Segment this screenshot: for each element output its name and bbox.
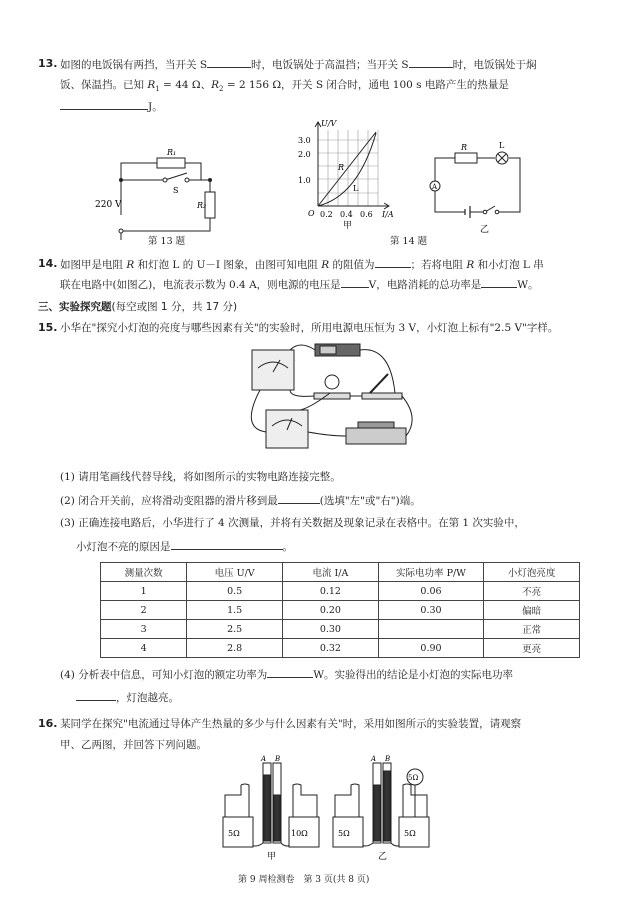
q15-blank-reason[interactable] [171, 539, 283, 550]
q16-yi-right-resistor: 5Ω [404, 829, 416, 838]
q14-graph-l-label: L [353, 184, 359, 193]
table-cell: 1.5 [187, 601, 283, 620]
q15-sub2-b: (选填"左"或"右")端。 [319, 495, 421, 507]
table-header: 小灯泡亮度 [484, 563, 580, 582]
table-cell: 更亮 [484, 639, 580, 658]
q15-data-table [100, 562, 580, 658]
q16-number: 16. [38, 717, 58, 730]
table-header: 实际电功率 P/W [378, 563, 483, 582]
q13-line2 [60, 78, 509, 96]
q16-line1: 某同学在探究"电流通过导体产生热量的多少与什么因素有关"时，采用如图所示的实验装置，请观察 [60, 718, 522, 730]
q15-sub3-line2 [76, 539, 293, 554]
table-cell: 0.12 [283, 582, 379, 601]
q16-label-a: A [261, 755, 267, 763]
q14-blank-2[interactable] [341, 277, 369, 288]
q13-text-b: 时，电饭锅处于高温挡；当开关 S [251, 59, 409, 71]
q14-xtick: 0.2 [320, 210, 333, 219]
table-cell: 不亮 [484, 582, 580, 601]
q13-fig-r2: R₂ [197, 201, 207, 210]
table-cell: 4 [101, 639, 187, 658]
table-cell: 0.30 [378, 601, 483, 620]
q15-sub2-a: (2) 闭合开关前，应将滑动变阻器的滑片移到最 [60, 495, 278, 507]
q14-ytick: 1.0 [298, 176, 311, 185]
q16-caption-yi: 乙 [378, 852, 388, 862]
q16-label-b: B [275, 755, 281, 763]
q14-circuit-caption: 乙 [480, 225, 490, 235]
q15-sub4-line1 [60, 667, 513, 682]
q14-t: W。 [517, 279, 539, 291]
q13-text-d: 饭、保温挡。已知 [60, 79, 148, 91]
q13-text-a: 如图的电饭锅有两挡，当开关 S [60, 59, 208, 71]
table-cell: 1 [101, 582, 187, 601]
q13-r1-sub: 1 [155, 85, 160, 94]
q13-unit: J。 [148, 101, 163, 113]
q13-caption: 第 13 题 [148, 236, 186, 247]
q14-graph-origin: O [308, 209, 315, 218]
page-footer: 第 9 周检测卷 第 3 页(共 8 页) [238, 875, 370, 885]
q13-text-c: 时，电饭锅处于焖 [452, 59, 537, 71]
q14-ytick: 3.0 [298, 136, 311, 145]
table-row [101, 620, 580, 639]
q15-sub1: (1) 请用笔画线代替导线，将如图所示的实物电路连接完整。 [60, 471, 341, 483]
q14-ytick: 2.0 [298, 150, 311, 159]
q13-r2: R [211, 79, 220, 91]
table-row [101, 582, 580, 601]
table-cell: 0.32 [283, 639, 379, 658]
q13-blank-3[interactable] [60, 99, 148, 110]
q14-R: R [126, 259, 135, 271]
table-cell: 3 [101, 620, 187, 639]
table-row [101, 639, 580, 658]
q16-caption-jia: 甲 [267, 852, 277, 862]
q14-ammeter: A [432, 183, 438, 191]
q14-t: 如图甲是电阻 [60, 259, 127, 271]
q15-blank-direction[interactable] [278, 493, 320, 504]
q14-t: 的阻值为 [329, 259, 375, 271]
q14-t: 和灯泡 L 的 U－I 图象，由图可知电阻 [134, 259, 322, 271]
q13-blank-1[interactable] [207, 57, 251, 68]
q13-r1: R [147, 79, 156, 91]
q15-sub3-b: 。 [282, 541, 293, 553]
table-cell: 偏暗 [484, 601, 580, 620]
q14-t: 和小灯泡 L 串 [474, 259, 544, 271]
section-3-note: (每空或图 1 分，共 17 分) [111, 301, 238, 313]
table-cell: 2.8 [187, 639, 283, 658]
q14-graph-caption: 甲 [343, 221, 353, 231]
q13-line1 [60, 57, 537, 72]
q15-sub3-a: 小灯泡不亮的原因是 [76, 541, 171, 553]
q14-t: 联在电路中(如图乙)，电流表示数为 0.4 A，则电源的电压是 [60, 279, 341, 291]
q13-blank-2[interactable] [409, 57, 453, 68]
q13-line3 [60, 99, 163, 114]
q14-R: R [321, 259, 330, 271]
table-row [101, 601, 580, 620]
q14-circuit-r: R [461, 143, 468, 152]
q14-caption: 第 14 题 [390, 236, 428, 247]
q14-xtick: 0.4 [340, 210, 353, 219]
table-header: 测量次数 [101, 563, 187, 582]
table-header: 电压 U/V [187, 563, 283, 582]
q15-line1: 小华在"探究小灯泡的亮度与哪些因素有关"的实验时，所用电源电压恒为 3 V，小灯泡上标有"2.5 V"字样。 [60, 322, 559, 334]
q16-yi-top-resistor: 5Ω [408, 774, 419, 782]
q14-circuit-l: L [499, 141, 505, 150]
table-cell: 0.90 [378, 639, 483, 658]
section-3-title: 三、实验探究题 [38, 301, 112, 313]
q14-R: R [466, 259, 475, 271]
q16-jia-left-resistor: 5Ω [228, 829, 240, 838]
q13-number: 13. [38, 57, 58, 70]
table-cell: 0.20 [283, 601, 379, 620]
q15-sub4-c: ，灯泡越亮。 [116, 692, 179, 704]
q14-t: ；若将电阻 [410, 259, 467, 271]
table-cell: 2 [101, 601, 187, 620]
q13-r2-sub: 2 [219, 85, 224, 94]
section-3-heading [38, 299, 237, 314]
q15-blank-conclusion[interactable] [76, 690, 116, 701]
q16-yi-left-resistor: 5Ω [338, 829, 350, 838]
q15-number: 15. [38, 321, 58, 334]
q13-circuit-diagram [95, 145, 235, 240]
q15-blank-power[interactable] [267, 667, 313, 678]
table-cell: 2.5 [187, 620, 283, 639]
q14-graph-r-label: R [338, 163, 345, 172]
q16-experiment-figure [215, 755, 440, 865]
q14-line1 [60, 257, 544, 272]
q15-sub3-line1: (3) 正确连接电路后，小华进行了 4 次测量，并将有关数据及现象记录在表格中。在第 1 次实验中， [60, 517, 525, 529]
table-header-row [101, 563, 580, 582]
q13-fig-r1: R₁ [167, 148, 177, 157]
q14-number: 14. [38, 257, 58, 270]
q15-sub4-line2 [76, 690, 179, 705]
q13-fig-voltage: 220 V [95, 200, 122, 210]
q16-line2: 甲、乙两图，并回答下列问题。 [60, 739, 207, 751]
table-cell: 正常 [484, 620, 580, 639]
q14-xtick: 0.6 [360, 210, 373, 219]
q14-blank-1[interactable] [375, 257, 411, 268]
q14-graph-xlabel: I/A [382, 210, 394, 219]
q16-label-a: A [371, 755, 377, 763]
q16-jia-right-resistor: 10Ω [291, 829, 308, 838]
q15-sub2 [60, 493, 421, 508]
q14-graph-ylabel: U/V [321, 119, 337, 128]
table-cell: 0.5 [187, 582, 283, 601]
q14-t: V，电路消耗的总功率是 [368, 279, 482, 291]
table-cell-empty[interactable] [378, 620, 483, 639]
q13-r2-val: = 2 156 Ω，开关 S 闭合时，通电 100 s 电路产生的热量是 [223, 79, 509, 91]
table-header: 电流 I/A [283, 563, 379, 582]
q15-sub4-b: W。实验得出的结论是小灯泡的实际电功率 [313, 669, 514, 681]
q15-sub4-a: (4) 分析表中信息，可知小灯泡的额定功率为 [60, 669, 268, 681]
table-cell: 0.06 [378, 582, 483, 601]
q14-blank-3[interactable] [481, 277, 517, 288]
q15-apparatus-figure [230, 338, 425, 456]
table-cell: 0.30 [283, 620, 379, 639]
q13-fig-s: S [173, 186, 179, 195]
q13-r1-val: = 44 Ω、 [159, 79, 212, 91]
q16-label-b: B [385, 755, 391, 763]
q14-circuit-diagram [425, 140, 530, 235]
q14-line2 [60, 277, 539, 292]
q14-ui-graph [288, 118, 408, 233]
